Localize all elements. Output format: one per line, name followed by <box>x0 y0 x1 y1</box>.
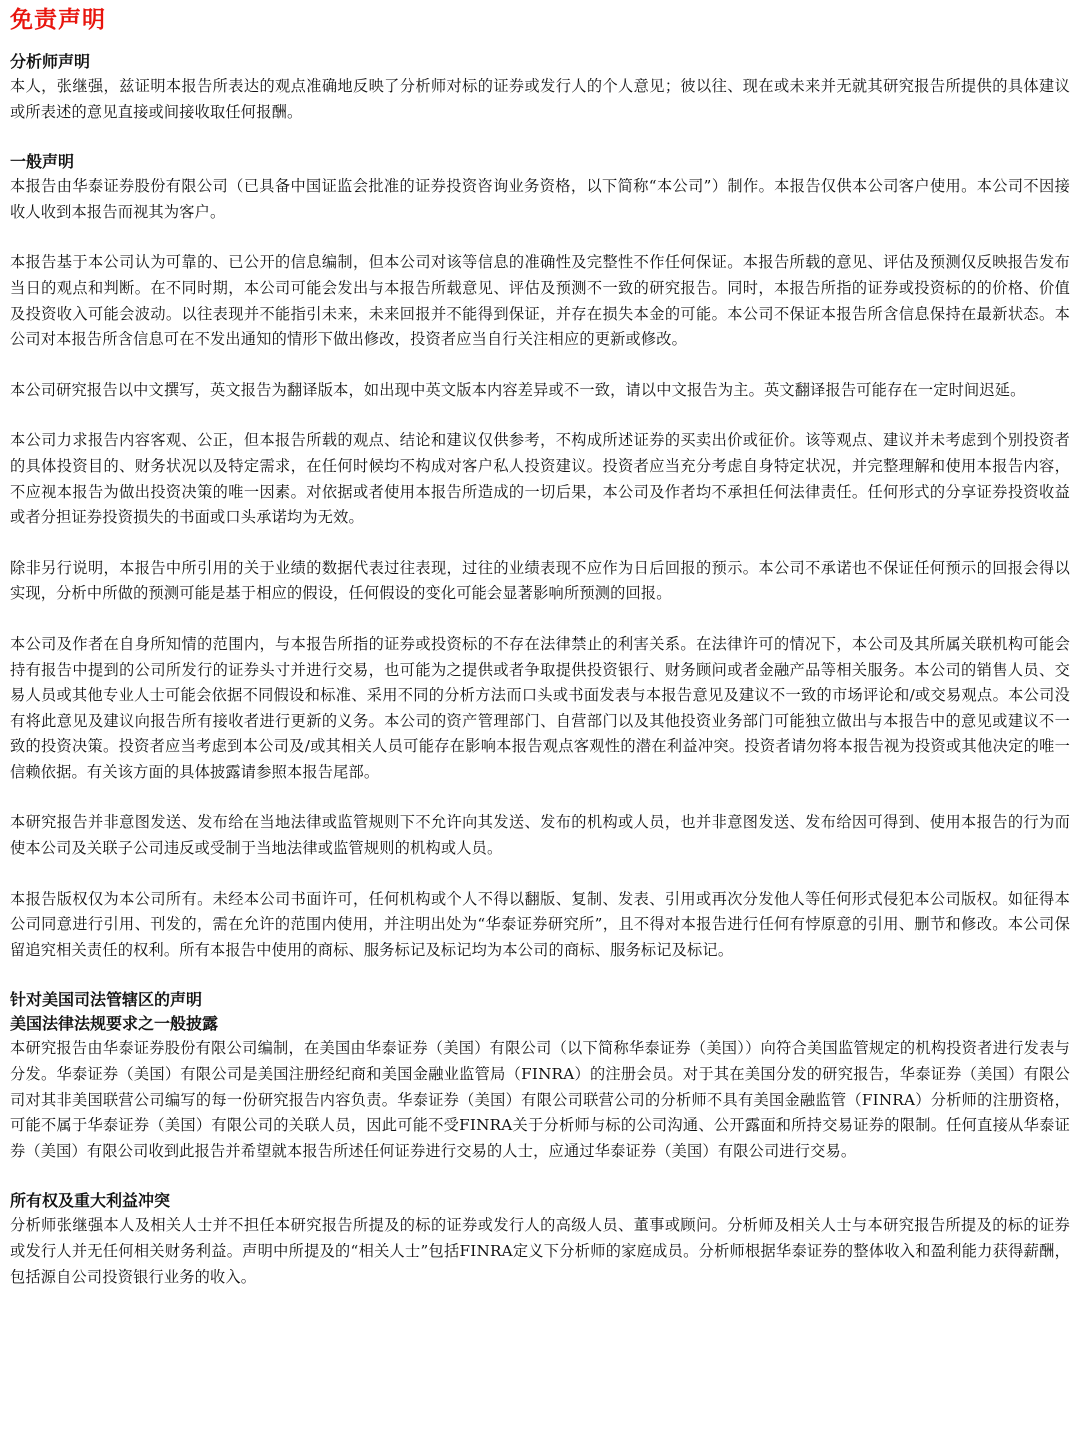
paragraph: 本公司及作者在自身所知情的范围内，与本报告所指的证券或投资标的不存在法律禁止的利害关系。在法律许可的情况下，本公司及其所属关联机构可能会持有报告中提到的公司所发行的证券头寸并进行交易，也可能为之提供或者争取提供投资银行、财务顾问或者金融产品等相关服务。本公司的销售人员、交易人员或其他专业人士可能会依据不同假设和标准、采用不同的分析方法而口头或书面发表与本报告意见及建议不一致的市场评论和/或交易观点。本公司没有将此意见及建议向报告所有接收者进行更新的义务。本公司的资产管理部门、自营部门以及其他投资业务部门可能独立做出与本报告中的意见或建议不一致的投资决策。投资者应当考虑到本公司及/或其相关人员可能存在影响本报告观点客观性的潜在利益冲突。投资者请勿将本报告视为投资或其他决定的唯一信赖依据。有关该方面的具体披露请参照本报告尾部。 <box>10 634 1070 781</box>
paragraph: 本公司研究报告以中文撰写，英文报告为翻译版本，如出现中英文版本内容差异或不一致，请以中文报告为主。英文翻译报告可能存在一定时间迟延。 <box>10 380 1026 399</box>
section-heading-us-jurisdiction: 针对美国司法管辖区的声明 <box>10 990 203 1010</box>
paragraph: 本研究报告并非意图发送、发布给在当地法律或监管规则下不允许向其发送、发布的机构或人员，也并非意图发送、发布给因可得到、使用本报告的行为而使本公司及关联子公司违反或受制于当地法律或监管规则的机构或人员。 <box>10 813 1070 858</box>
paragraph: 除非另行说明，本报告中所引用的关于业绩的数据代表过往表现，过往的业绩表现不应作为日后回报的预示。本公司不承诺也不保证任何预示的回报会得以实现，分析中所做的预测可能是基于相应的假设，任何假设的变化可能会显著影响所预测的回报。 <box>10 558 1070 603</box>
paragraph: 分析师张继强本人及相关人士并不担任本研究报告所提及的标的证券或发行人的高级人员、董事或顾问。分析师及相关人士与本研究报告所提及的标的证券或发行人并无任何相关财务利益。声明中所提及的“相关人士”包括FINRA定义下分析师的家庭成员。分析师根据华泰证券的整体收入和盈利能力获得薪酬，包括源自公司投资银行业务的收入。 <box>10 1216 1070 1286</box>
page-title: 免责声明 <box>10 6 106 33</box>
paragraph: 本公司力求报告内容客观、公正，但本报告所载的观点、结论和建议仅供参考，不构成所述证券的买卖出价或征价。该等观点、建议并未考虑到个别投资者的具体投资目的、财务状况以及特定需求，在任何时候均不构成对客户私人投资建议。投资者应当充分考虑自身特定状况，并完整理解和使用本报告内容，不应视本报告为做出投资决策的唯一因素。对依据或者使用本报告所造成的一切后果，本公司及作者均不承担任何法律责任。任何形式的分享证券投资收益或者分担证券投资损失的书面或口头承诺均为无效。 <box>10 431 1070 527</box>
section-heading-general: 一般声明 <box>10 152 75 172</box>
section-heading-analyst: 分析师声明 <box>10 52 91 71</box>
paragraph: 本报告版权仅为本公司所有。未经本公司书面许可，任何机构或个人不得以翻版、复制、发表、引用或再次分发他人等任何形式侵犯本公司版权。如征得本公司同意进行引用、刊发的，需在允许的范围内使用，并注明出处为“华泰证券研究所”，且不得对本报告进行任何有悖原意的引用、删节和修改。本公司保留追究相关责任的权利。所有本报告中使用的商标、服务标记及标记均为本公司的商标、服务标记及标记。 <box>10 889 1070 959</box>
paragraph: 本报告基于本公司认为可靠的、已公开的信息编制，但本公司对该等信息的准确性及完整性不作任何保证。本报告所载的意见、评估及预测仅反映报告发布当日的观点和判断。在不同时期，本公司可能会发出与本报告所载意见、评估及预测不一致的研究报告。同时，本报告所指的证券或投资标的的价格、价值及投资收入可能会波动。以往表现并不能指引未来，未来回报并不能得到保证，并存在损失本金的可能。本公司不保证本报告所含信息保持在最新状态。本公司对本报告所含信息可在不发出通知的情形下做出修改，投资者应当自行关注相应的更新或修改。 <box>10 253 1070 349</box>
section-subheading-us-disclosure: 美国法律法规要求之一般披露 <box>10 1014 219 1034</box>
paragraph: 本报告由华泰证券股份有限公司（已具备中国证监会批准的证券投资咨询业务资格，以下简称“本公司”）制作。本报告仅供本公司客户使用。本公司不因接收人收到本报告而视其为客户。 <box>10 177 1070 221</box>
paragraph: 本人，张继强，兹证明本报告所表达的观点准确地反映了分析师对标的证券或发行人的个人意见；彼以往、现在或未来并无就其研究报告所提供的具体建议或所表述的意见直接或间接收取任何报酬。 <box>10 77 1070 121</box>
section-heading-ownership: 所有权及重大利益冲突 <box>10 1191 171 1211</box>
paragraph: 本研究报告由华泰证券股份有限公司编制，在美国由华泰证券（美国）有限公司（以下简称华泰证券（美国））向符合美国监管规定的机构投资者进行发表与分发。华泰证券（美国）有限公司是美国注册经纪商和美国金融业监管局（FINRA）的注册会员。对于其在美国分发的研究报告，华泰证券（美国）有限公司对其非美国联营公司编写的每一份研究报告内容负责。华泰证券（美国）有限公司联营公司的分析师不具有美国金融监管（FINRA）分析师的注册资格，可能不属于华泰证券（美国）有限公司的关联人员，因此可能不受FINRA关于分析师与标的公司沟通、公开露面和所持交易证券的限制。任何直接从华泰证券（美国）有限公司收到此报告并希望就本报告所述任何证券进行交易的人士，应通过华泰证券（美国）有限公司进行交易。 <box>10 1039 1070 1160</box>
